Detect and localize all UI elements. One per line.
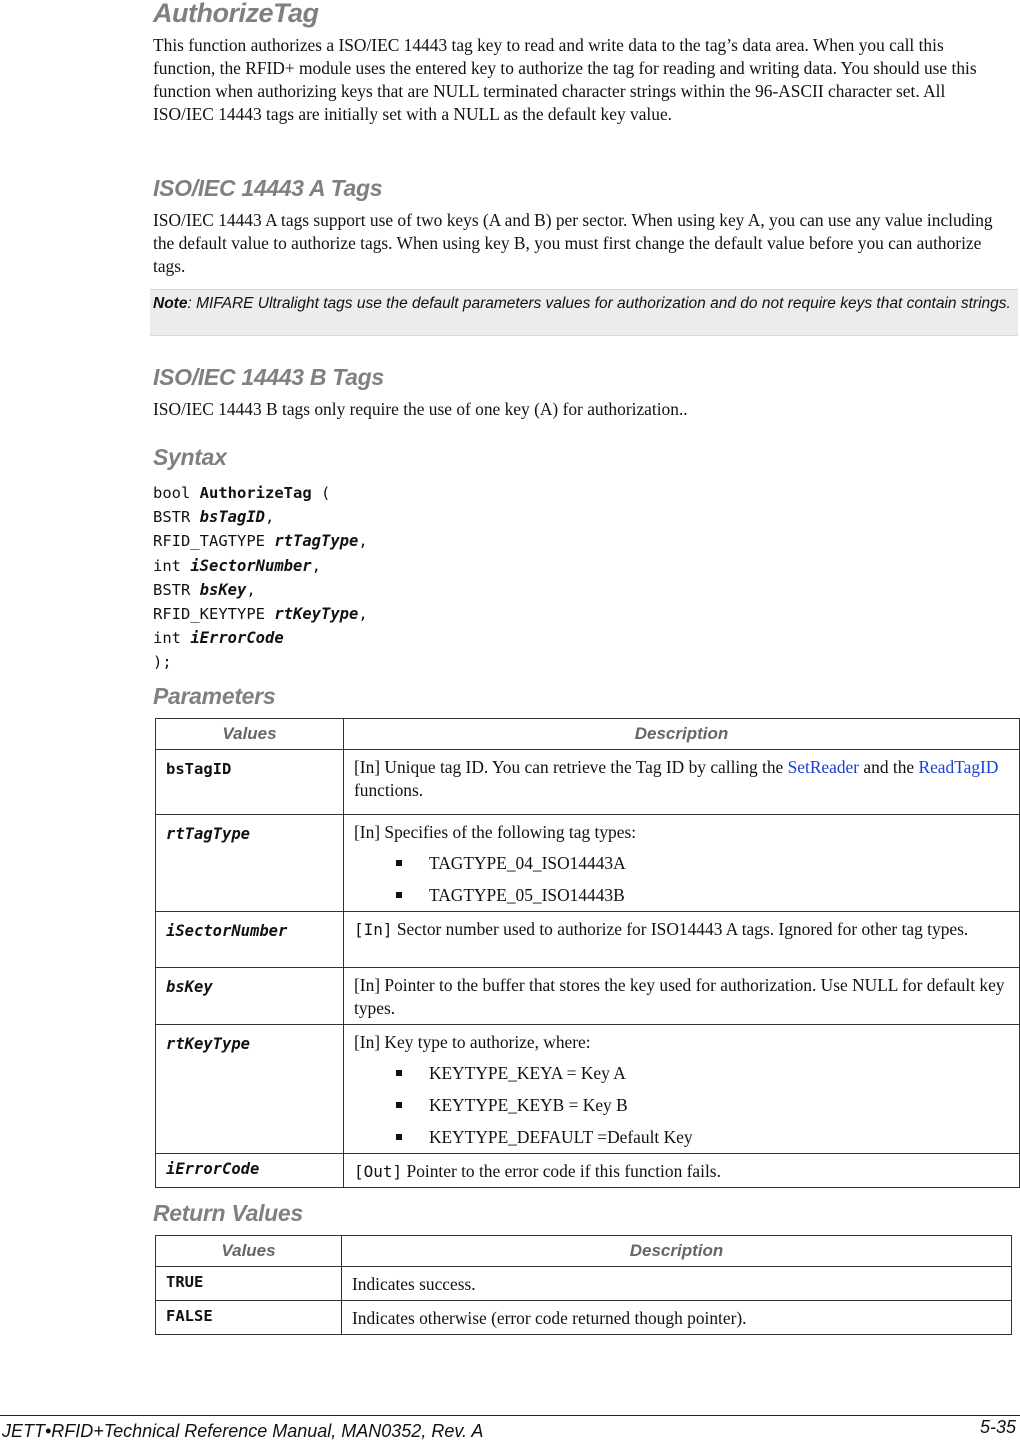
section-a-body: ISO/IEC 14443 A tags support use of two keys (A and B) per sector. When using key A, you can use any value including the default value to authorize tags. When using key B, you must first change the default value before you can authorize tags. [153,210,993,276]
param-description: [In] Key type to authorize, where: KEYTYPE_KEYA = Key A KEYTYPE_KEYB = Key B KEYTYPE_DEFAULT =Default Key [344,1025,1020,1154]
return-description: Indicates success. [342,1267,1012,1301]
param-name: bsKey [156,968,344,1025]
param-description: [In] Specifies of the following tag types: TAGTYPE_04_ISO14443A TAGTYPE_05_ISO14443B [344,815,1020,912]
syntax-line: RFID_KEYTYPE rtKeyType, [153,605,368,624]
return-description: Indicates otherwise (error code returned though pointer). [342,1301,1012,1335]
list-item: KEYTYPE_KEYA = Key A [354,1062,1011,1085]
table-row [156,1267,1012,1301]
parameters-table [155,718,1020,1188]
syntax-line: ); [153,653,172,672]
readtagid-link[interactable]: ReadTagID [918,757,999,777]
table-row [156,968,1020,1025]
list-item: TAGTYPE_05_ISO14443B [354,884,1011,907]
note-box [150,289,1018,336]
table-header-row [156,1236,1012,1267]
syntax-line: RFID_TAGTYPE rtTagType, [153,532,368,551]
table-row [156,1301,1012,1335]
description-column-header: Description [342,1236,1012,1267]
table-row [156,1025,1020,1154]
key-type-list [354,1062,1011,1149]
syntax-line: bool AuthorizeTag ( [153,484,331,502]
page-title: AuthorizeTag [153,0,319,28]
list-item: TAGTYPE_04_ISO14443A [354,852,1011,875]
return-value: FALSE [156,1301,342,1335]
parameters-heading: Parameters [153,683,276,709]
description-column-header: Description [344,719,1020,750]
table-row [156,815,1020,912]
table-row [156,1154,1020,1188]
param-description: [In] Pointer to the buffer that stores the key used for authorization. Use NULL for default key types. [344,968,1020,1025]
param-name: rtTagType [156,815,344,912]
table-row [156,750,1020,815]
return-value: TRUE [156,1267,342,1301]
setreader-link[interactable]: SetReader [787,757,860,777]
param-name: iSectorNumber [156,912,344,968]
param-description: [In] Unique tag ID. You can retrieve the Tag ID by calling the SetReader and the ReadTagID functions. [344,750,1020,815]
return-values-table [155,1235,1012,1335]
syntax-line: BSTR bsTagID, [153,508,275,527]
syntax-line: BSTR bsKey, [153,580,256,599]
syntax-line: int iErrorCode [153,629,284,648]
syntax-heading: Syntax [153,444,227,470]
footer-page-number: 5-35 [979,1417,1016,1437]
param-name: iErrorCode [156,1154,344,1188]
tag-type-list [354,852,1011,907]
section-a-heading: ISO/IEC 14443 A Tags [153,175,383,201]
section-b-heading: ISO/IEC 14443 B Tags [153,364,384,390]
intro-paragraph: This function authorizes a ISO/IEC 14443 tag key to read and write data to the tag’s data area. When you call this function, the RFID+ module uses the entered key to authorize the tag for reading and writing data. You should use this function when authorizing keys that are NULL terminated character strings within the 96-ASCII character set. All ISO/IEC 14443 tags are initially set with a NULL as the default key value. [153,35,977,124]
list-item: KEYTYPE_KEYB = Key B [354,1094,1011,1117]
section-b-body: ISO/IEC 14443 B tags only require the use of one key (A) for authorization.. [153,399,688,419]
param-description: [Out] Pointer to the error code if this function fails. [344,1154,1020,1188]
note-label: Note [153,295,188,312]
footer-divider [0,1415,1020,1416]
table-row [156,912,1020,968]
values-column-header: Values [156,1236,342,1267]
syntax-block [153,481,368,675]
param-name: bsTagID [156,750,344,815]
values-column-header: Values [156,719,344,750]
list-item: KEYTYPE_DEFAULT =Default Key [354,1126,1011,1149]
syntax-line: int iSectorNumber, [153,556,321,575]
param-name: rtKeyType [156,1025,344,1154]
table-header-row [156,719,1020,750]
note-text: : MIFARE Ultralight tags use the default parameters values for authorization and do not require keys that contain strings. [187,295,1011,312]
return-values-heading: Return Values [153,1200,303,1226]
param-description: [In] Sector number used to authorize for ISO14443 A tags. Ignored for other tag types. [344,912,1020,968]
footer-manual-title: JETT•RFID+Technical Reference Manual, MAN0352, Rev. A [2,1421,484,1441]
